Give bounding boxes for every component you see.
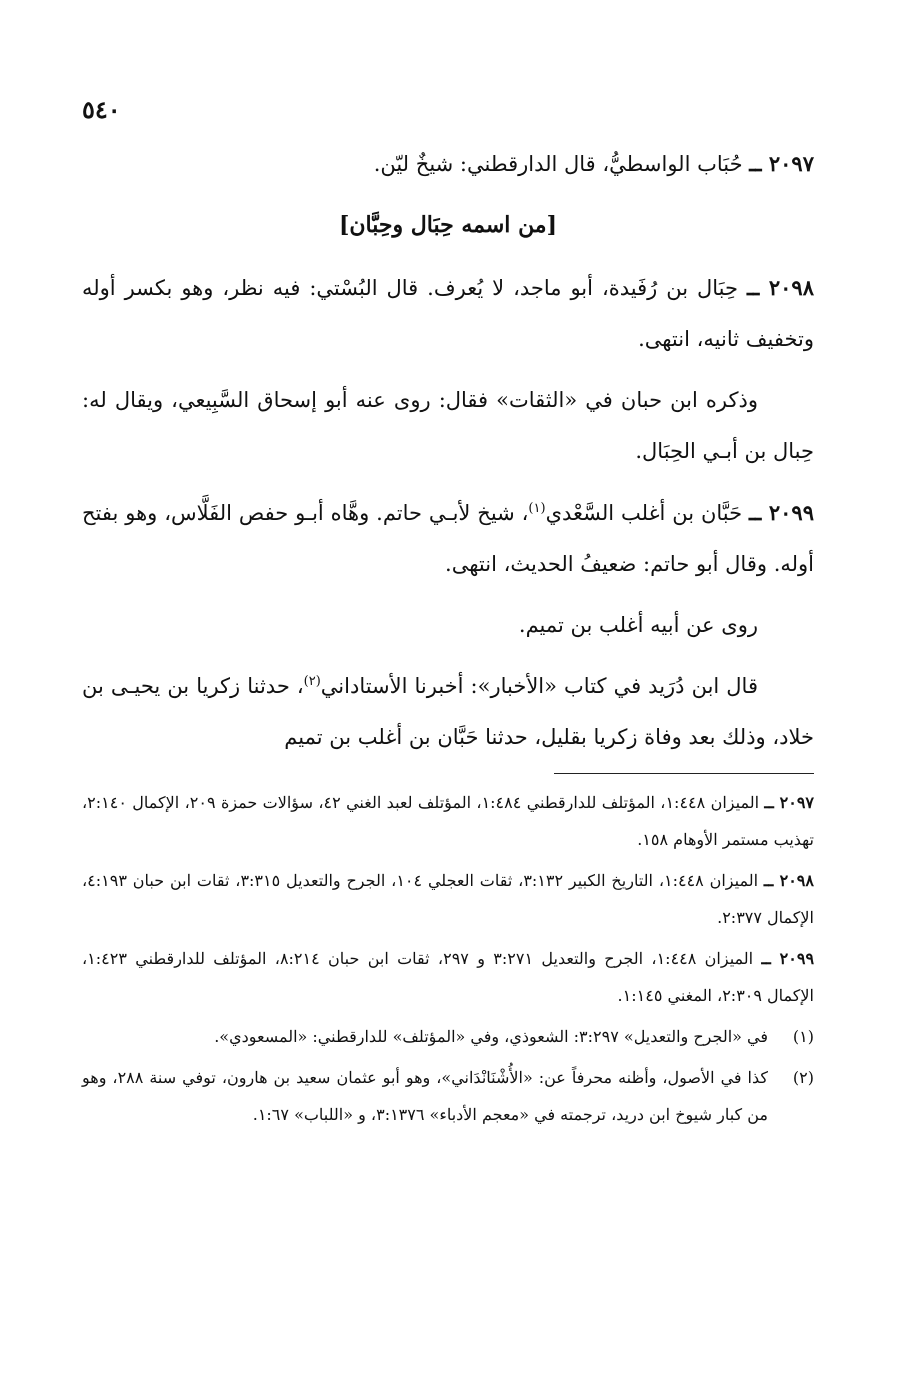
footnote-text: كذا في الأصول، وأظنه محرفاً عن: «الأُشْنَانْدَاني»، وهو أبو عثمان سعيد بن هارون، توفي سنة ٢٨٨، وهو من كبار شيوخ ابن دريد، ترجمته في «معجم الأدباء» ٣:١٣٧٦، و «اللباب» ١:٦٧. [82, 1068, 768, 1124]
footnote-1 [82, 1018, 814, 1055]
footnote-text: الميزان ١:٤٤٨، المؤتلف للدارقطني ١:٤٨٤، المؤتلف لعبد الغني ٤٢، سؤالات حمزة ٢٠٩، الإكمال ٢:١٤٠، تهذيب مستمر الأوهام ١٥٨. [82, 793, 814, 849]
footnote-number: (٢) [792, 1068, 814, 1087]
footnote-2097 [82, 784, 814, 858]
entry-text: حَبَّان بن أغلب السَّعْدي [545, 501, 743, 525]
entry-number: ٢٠٩٨ ــ [746, 275, 814, 300]
paragraph-text-continued: ، حدثنا زكريا بن يحيـى بن خلاد، وذلك بعد وفاة زكريا بقليل، حدثنا حَبَّان بن أغلب بن تميم [82, 674, 814, 749]
entry-number: ٢٠٩٩ ــ [749, 500, 814, 525]
footnote-number: (١) [792, 1027, 814, 1046]
footnote-number: ٢٠٩٧ ــ [764, 793, 814, 812]
entry-text: حِبَال بن رُفَيدة، أبو ماجد، لا يُعرف. قال البُسْتي: فيه نظر، وهو بكسر أوله وتخفيف ثانيه، انتهى. [82, 276, 814, 351]
entry-number: ٢٠٩٧ ــ [749, 151, 814, 176]
footnote-2 [82, 1059, 814, 1133]
entry-text: حُبَاب الواسطيُّ، قال الدارقطني: شيخٌ ليّن. [373, 152, 743, 176]
footnote-number: ٢٠٩٩ ــ [761, 949, 815, 968]
footnote-ref: (٢) [303, 674, 321, 689]
footnote-ref: (١) [528, 501, 546, 516]
footnote-2099 [82, 940, 814, 1014]
main-text [82, 138, 814, 763]
footnote-text: الميزان ١:٤٤٨، الجرح والتعديل ٣:٢٧١ و ٢٩٧، ثقات ابن حبان ٨:٢١٤، المؤتلف للدارقطني ١:٤٢٣، الإكمال ٢:٣٠٩، المغني ١:١٤٥. [82, 949, 814, 1005]
section-heading: [من اسمه حِبَال وحِبَّان] [338, 212, 558, 238]
footnote-number: ٢٠٩٨ ــ [763, 871, 814, 890]
entry-text-continued: ، شيخ لأبـي حاتم. وهَّاه أبـو حفص الفَلَّاس، وهو بفتح أوله. وقال أبو حاتم: ضعيفُ الحديث، انتهى. [82, 501, 814, 576]
paragraph-ibn-durayd [82, 661, 814, 763]
entry-2099 [82, 487, 814, 590]
paragraph-text: قال ابن دُرَيد في كتاب «الأخبار»: أخبرنا الأستاداني [320, 674, 758, 698]
paragraph-ibn-hibban: وذكره ابن حبان في «الثقات» فقال: روى عنه أبو إسحاق السَّبِيعي، ويقال له: حِبال بن أبـي الحِبَال. [82, 388, 814, 463]
book-page [82, 92, 814, 1137]
footnote-text: في «الجرح والتعديل» ٣:٢٩٧: الشعوذي، وفي «المؤتلف» للدارقطني: «المسعودي». [214, 1027, 768, 1046]
paragraph-narration: روى عن أبيه أغلب بن تميم. [518, 613, 758, 637]
footnote-text: الميزان ١:٤٤٨، التاريخ الكبير ٣:١٣٢، ثقات العجلي ١٠٤، الجرح والتعديل ٣:٣١٥، ثقات ابن حبان ٤:١٩٣، الإكمال ٢:٣٧٧. [82, 871, 814, 927]
footnotes [82, 784, 814, 1133]
entry-2098 [82, 262, 814, 365]
entry-2097 [82, 138, 814, 190]
page-number: ٥٤٠ [82, 95, 121, 124]
footnote-2098 [82, 862, 814, 936]
footnote-divider [554, 773, 814, 774]
